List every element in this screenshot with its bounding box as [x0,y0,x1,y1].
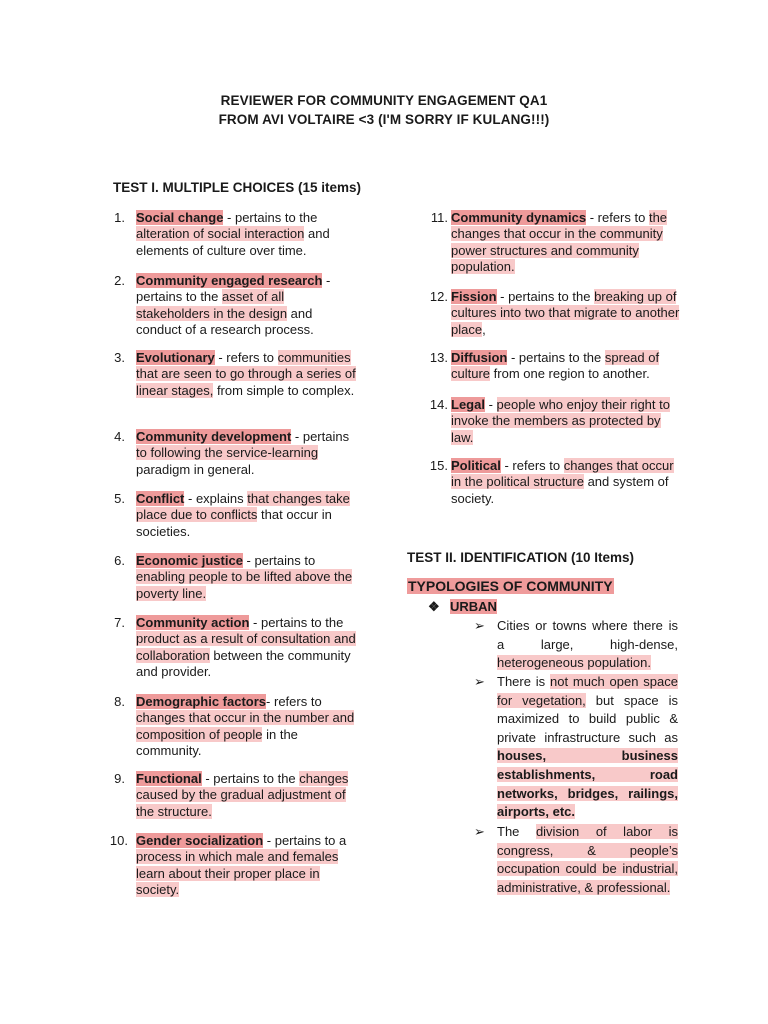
term-community-engaged-research: Community engaged research [136,273,323,288]
urban-bullet-2: ➢ There is not much open space for vegetation, but space is maximized to build public & private infrastructure such as houses, business establishments, road networks, bridges, railings, airports, etc. [474,674,678,820]
term-evolutionary: Evolutionary [136,350,215,365]
term-political: Political [451,458,501,473]
term-community-development: Community development [136,429,292,444]
term-legal: Legal [451,397,485,412]
test-1-heading: TEST I. MULTIPLE CHOICES (15 items) [113,180,362,195]
urban-label: URBAN [450,599,497,614]
arrow-bullet-icon: ➢ [474,618,485,633]
typologies-heading: TYPOLOGIES OF COMMUNITY [408,578,613,594]
arrow-bullet-icon: ➢ [474,674,485,689]
title-line-1: REVIEWER FOR COMMUNITY ENGAGEMENT QA1 [220,93,548,108]
test-2-heading: TEST II. IDENTIFICATION (10 Items) [407,550,635,565]
diamond-bullet-icon: ❖ [428,599,440,614]
urban-bullet-3: ➢ The division of labor is congress, & people’s occupation could be industrial, administrative, & professional. [474,824,679,895]
term-community-action: Community action [136,615,250,630]
term-community-dynamics: Community dynamics [451,210,587,225]
term-fission: Fission [451,289,497,304]
term-conflict: Conflict [136,491,185,506]
term-gender-socialization: Gender socialization [136,833,264,848]
term-functional: Functional [136,771,202,786]
urban-subheading [428,599,497,615]
arrow-bullet-icon: ➢ [474,824,485,839]
term-social-change: Social change [136,210,224,225]
term-demographic-factors: Demographic factors [136,694,267,709]
title-line-2: FROM AVI VOLTAIRE <3 (I'M SORRY IF KULANG!!!) [218,112,550,127]
term-economic-justice: Economic justice [136,553,243,568]
urban-bullet-1: ➢ Cities or towns where there is a large, high-dense, heterogeneous population. [474,618,678,671]
term-diffusion: Diffusion [451,350,508,365]
